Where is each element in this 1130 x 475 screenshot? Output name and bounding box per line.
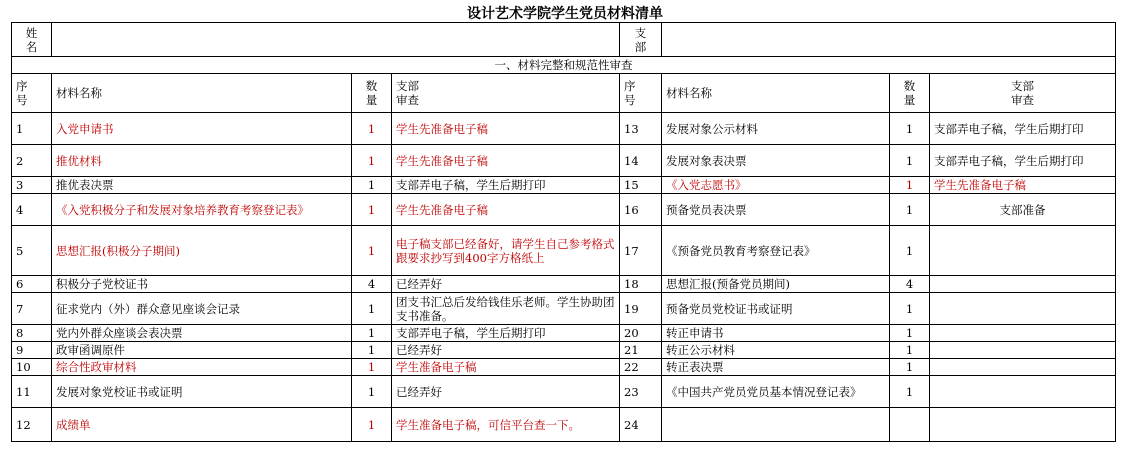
table-row	[12, 293, 1116, 325]
table-row	[12, 325, 1116, 342]
left-name-cell: 党内外群众座谈会表决票	[52, 325, 352, 342]
left-review-cell: 学生准备电子稿，可信平台查一下。	[392, 408, 620, 442]
header-review-left: 支部 审查	[392, 74, 620, 113]
right-name-cell: 预备党员表决票	[662, 194, 890, 226]
left-review-cell: 已经弄好	[392, 276, 620, 293]
left-name-cell: 思想汇报(积极分子期间)	[52, 226, 352, 276]
right-name-cell: 转正表决票	[662, 359, 890, 376]
left-seq-cell: 1	[12, 113, 52, 145]
right-review-cell	[930, 293, 1116, 325]
table-row	[12, 342, 1116, 359]
right-seq-cell: 17	[620, 226, 662, 276]
right-qty-cell: 1	[890, 113, 930, 145]
left-seq-cell: 4	[12, 194, 52, 226]
left-qty-cell: 1	[352, 359, 392, 376]
left-name-cell: 综合性政审材料	[52, 359, 352, 376]
table-row	[12, 276, 1116, 293]
left-qty-cell: 4	[352, 276, 392, 293]
header-review-right: 支部 审查	[930, 74, 1116, 113]
table-row	[12, 194, 1116, 226]
table-row	[12, 145, 1116, 177]
right-name-cell: 转正申请书	[662, 325, 890, 342]
left-qty-cell: 1	[352, 194, 392, 226]
left-review-cell: 团支书汇总后发给钱佳乐老师。学生协助团支书准备。	[392, 293, 620, 325]
page-title: 设计艺术学院学生党员材料清单	[467, 6, 663, 22]
top-info-row	[12, 23, 1116, 57]
right-review-cell	[930, 276, 1116, 293]
left-review-cell: 电子稿支部已经备好，请学生自己参考格式跟要求抄写到400字方格纸上	[392, 226, 620, 276]
left-seq-cell: 3	[12, 177, 52, 194]
left-qty-cell: 1	[352, 113, 392, 145]
right-name-cell: 发展对象公示材料	[662, 113, 890, 145]
left-seq-cell: 6	[12, 276, 52, 293]
left-review-cell: 学生准备电子稿	[392, 359, 620, 376]
materials-table	[11, 22, 1116, 442]
right-seq-cell: 23	[620, 376, 662, 408]
right-name-cell	[662, 408, 890, 442]
right-name-cell: 思想汇报(预备党员期间)	[662, 276, 890, 293]
right-name-cell: 《中国共产党员党员基本情况登记表》	[662, 376, 890, 408]
right-name-cell: 《入党志愿书》	[662, 177, 890, 194]
section-title: 一、材料完整和规范性审查	[12, 57, 1116, 74]
table-row	[12, 226, 1116, 276]
right-review-cell	[930, 376, 1116, 408]
right-qty-cell: 1	[890, 226, 930, 276]
left-seq-cell: 5	[12, 226, 52, 276]
right-review-cell	[930, 226, 1116, 276]
left-name-cell: 征求党内（外）群众意见座谈会记录	[52, 293, 352, 325]
table-row	[12, 408, 1116, 442]
left-name-cell: 入党申请书	[52, 113, 352, 145]
name-label: 姓 名	[12, 23, 52, 57]
right-qty-cell: 4	[890, 276, 930, 293]
left-qty-cell: 1	[352, 226, 392, 276]
right-review-cell: 学生先准备电子稿	[930, 177, 1116, 194]
left-name-cell: 推优表决票	[52, 177, 352, 194]
left-seq-cell: 10	[12, 359, 52, 376]
right-review-cell: 支部弄电子稿，学生后期打印	[930, 113, 1116, 145]
right-qty-cell: 1	[890, 359, 930, 376]
left-qty-cell: 1	[352, 325, 392, 342]
header-material-left: 材料名称	[52, 74, 352, 113]
right-seq-cell: 22	[620, 359, 662, 376]
right-seq-cell: 16	[620, 194, 662, 226]
right-seq-cell: 21	[620, 342, 662, 359]
left-qty-cell: 1	[352, 145, 392, 177]
branch-value-cell	[662, 23, 1116, 57]
right-seq-cell: 24	[620, 408, 662, 442]
header-row	[12, 74, 1116, 113]
right-seq-cell: 19	[620, 293, 662, 325]
left-qty-cell: 1	[352, 177, 392, 194]
right-review-cell	[930, 359, 1116, 376]
right-review-cell: 支部弄电子稿，学生后期打印	[930, 145, 1116, 177]
right-qty-cell	[890, 408, 930, 442]
right-seq-cell: 18	[620, 276, 662, 293]
left-name-cell: 积极分子党校证书	[52, 276, 352, 293]
right-review-cell	[930, 408, 1116, 442]
right-name-cell: 转正公示材料	[662, 342, 890, 359]
right-name-cell: 《预备党员教育考察登记表》	[662, 226, 890, 276]
left-name-cell: 发展对象党校证书或证明	[52, 376, 352, 408]
left-review-cell: 支部弄电子稿，学生后期打印	[392, 325, 620, 342]
header-seq-left: 序 号	[12, 74, 52, 113]
table-row	[12, 177, 1116, 194]
left-qty-cell: 1	[352, 376, 392, 408]
right-qty-cell: 1	[890, 342, 930, 359]
name-value-cell	[52, 23, 620, 57]
left-qty-cell: 1	[352, 408, 392, 442]
header-qty-right: 数 量	[890, 74, 930, 113]
left-seq-cell: 7	[12, 293, 52, 325]
table-row	[12, 113, 1116, 145]
left-qty-cell: 1	[352, 293, 392, 325]
left-seq-cell: 11	[12, 376, 52, 408]
right-seq-cell: 14	[620, 145, 662, 177]
section-row	[12, 57, 1116, 74]
right-review-cell	[930, 342, 1116, 359]
left-review-cell: 学生先准备电子稿	[392, 194, 620, 226]
left-review-cell: 支部弄电子稿，学生后期打印	[392, 177, 620, 194]
left-review-cell: 学生先准备电子稿	[392, 113, 620, 145]
right-qty-cell: 1	[890, 194, 930, 226]
left-seq-cell: 12	[12, 408, 52, 442]
branch-label: 支 部	[620, 23, 662, 57]
right-qty-cell: 1	[890, 376, 930, 408]
left-seq-cell: 8	[12, 325, 52, 342]
right-name-cell: 发展对象表决票	[662, 145, 890, 177]
left-review-cell: 已经弄好	[392, 376, 620, 408]
left-name-cell: 政审函调原件	[52, 342, 352, 359]
right-seq-cell: 20	[620, 325, 662, 342]
right-seq-cell: 13	[620, 113, 662, 145]
left-name-cell: 成绩单	[52, 408, 352, 442]
left-name-cell: 推优材料	[52, 145, 352, 177]
right-name-cell: 预备党员党校证书或证明	[662, 293, 890, 325]
table-row	[12, 376, 1116, 408]
left-seq-cell: 2	[12, 145, 52, 177]
left-name-cell: 《入党积极分子和发展对象培养教育考察登记表》	[52, 194, 352, 226]
left-review-cell: 学生先准备电子稿	[392, 145, 620, 177]
left-seq-cell: 9	[12, 342, 52, 359]
table-row	[12, 359, 1116, 376]
left-review-cell: 已经弄好	[392, 342, 620, 359]
header-seq-right: 序 号	[620, 74, 662, 113]
right-qty-cell: 1	[890, 325, 930, 342]
right-qty-cell: 1	[890, 145, 930, 177]
header-material-right: 材料名称	[662, 74, 890, 113]
right-review-cell	[930, 325, 1116, 342]
right-qty-cell: 1	[890, 177, 930, 194]
right-seq-cell: 15	[620, 177, 662, 194]
right-qty-cell: 1	[890, 293, 930, 325]
right-review-cell: 支部准备	[930, 194, 1116, 226]
header-qty-left: 数 量	[352, 74, 392, 113]
left-qty-cell: 1	[352, 342, 392, 359]
